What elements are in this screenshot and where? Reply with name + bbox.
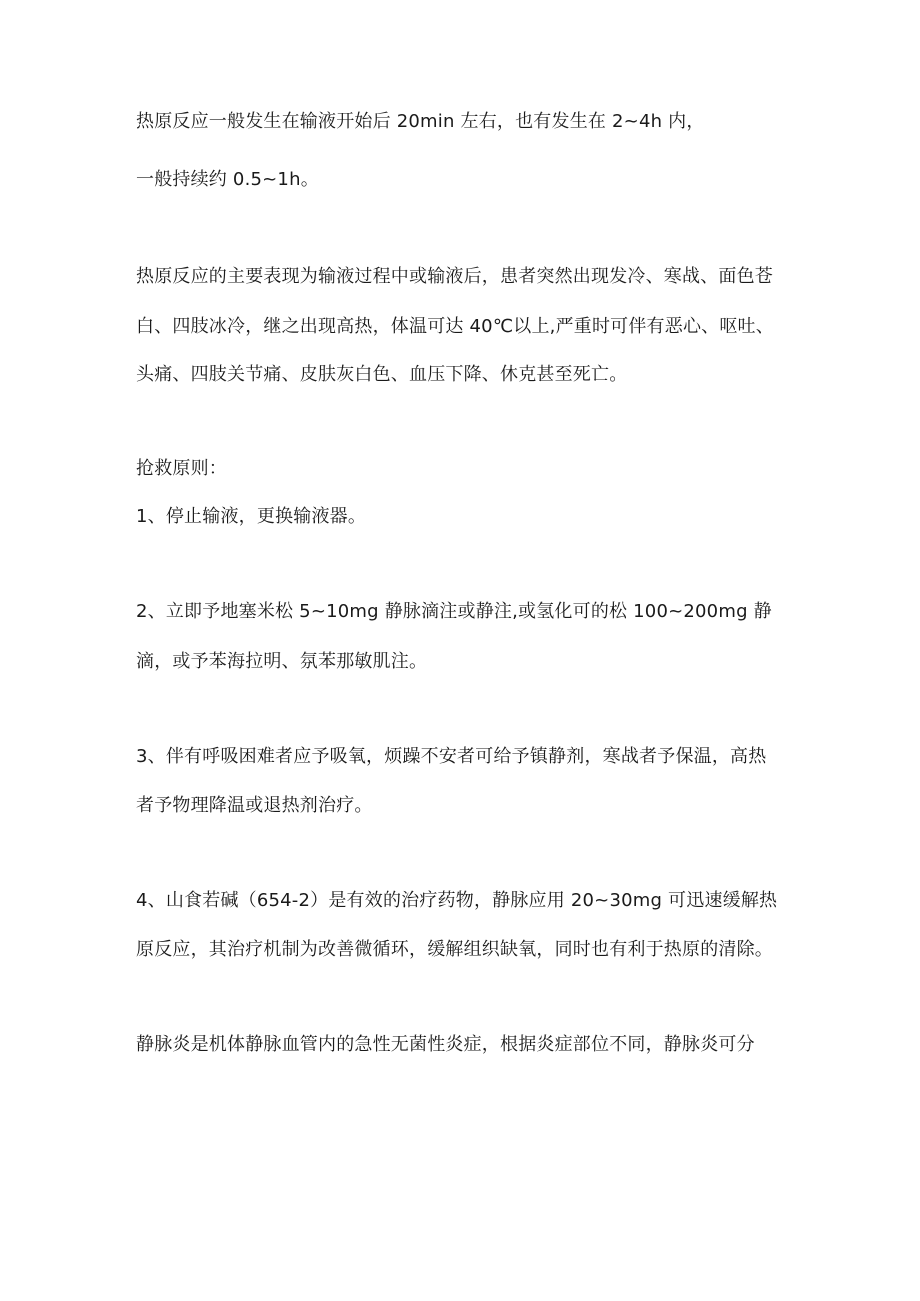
list-item-2-line-1: 2、立即予地塞米松 5~10mg 静脉滴注或静注,或氢化可的松 100~200mg 静 (136, 601, 772, 622)
list-item-1: 1、停止输液，更换输液器。 (136, 506, 367, 527)
text-line-3: 热原反应的主要表现为输液过程中或输液后，患者突然出现发冷、寒战、面色苍 (136, 266, 773, 287)
text-line-1: 热原反应一般发生在输液开始后 20min 左右，也有发生在 2~4h 内， (136, 111, 705, 132)
section-heading: 抢救原则： (136, 458, 227, 479)
list-item-4-line-2: 原反应，其治疗机制为改善微循环，缓解组织缺氧，同时也有利于热原的清除。 (136, 939, 773, 960)
list-item-3-line-2: 者予物理降温或退热剂治疗。 (136, 795, 373, 816)
text-line-final: 静脉炎是机体静脉血管内的急性无菌性炎症，根据炎症部位不同，静脉炎可分 (136, 1034, 755, 1055)
list-item-4-line-1: 4、山食若碱（654-2）是有效的治疗药物，静脉应用 20~30mg 可迅速缓解热 (136, 890, 778, 911)
text-line-5: 头痛、四肢关节痛、皮肤灰白色、血压下降、休克甚至死亡。 (136, 364, 628, 385)
list-item-3-line-1: 3、伴有呼吸困难者应予吸氧，烦躁不安者可给予镇静剂，寒战者予保温，高热 (136, 746, 767, 767)
text-line-4: 白、四肢冰冷，继之出现高热，体温可达 40℃以上,严重时可伴有恶心、呕吐、 (136, 316, 774, 337)
list-item-2-line-2: 滴，或予苯海拉明、氛苯那敏肌注。 (136, 651, 428, 672)
text-line-2: 一般持续约 0.5~1h。 (136, 169, 319, 190)
